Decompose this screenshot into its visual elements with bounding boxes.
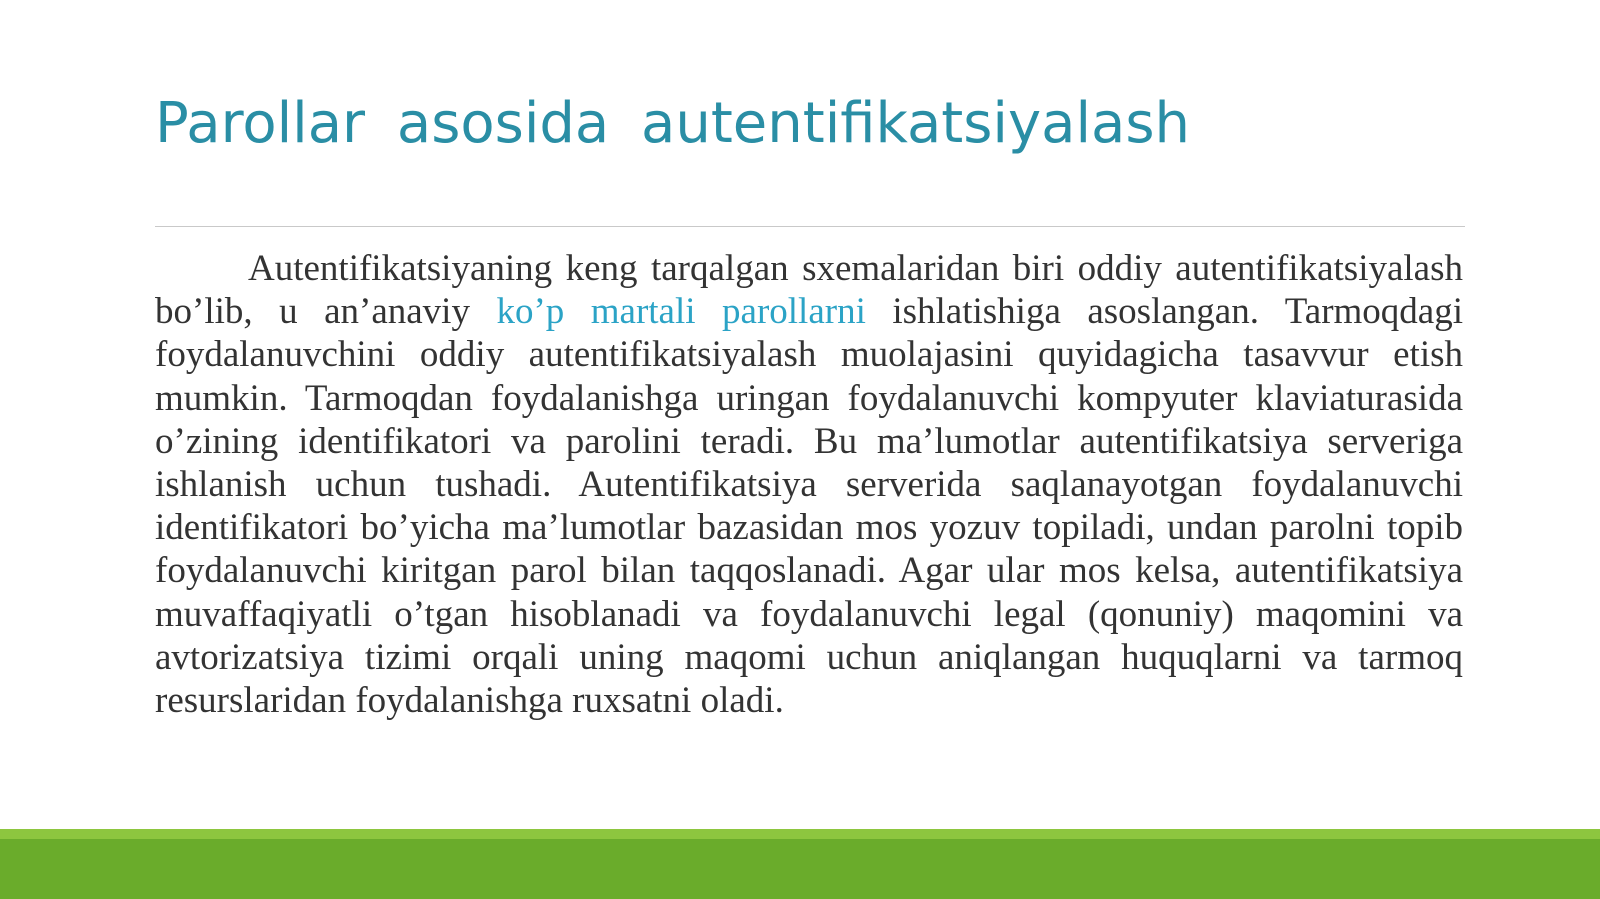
body-text-part-1: Autentifikatsiyaning keng tarqalgan sxemalaridan biri oddiy autentifikatsiyalash bo’lib, u an’anaviy <box>155 248 1463 333</box>
slide-title: Parollar asosida autentifikatsiyalash <box>155 91 1190 156</box>
footer-bar <box>0 839 1600 899</box>
footer-accent-strip <box>0 829 1600 839</box>
title-divider <box>155 226 1465 227</box>
highlighted-term: ko’p martali parollarni <box>496 291 866 333</box>
body-paragraph <box>155 247 1463 722</box>
body-text-part-2: ishlatishiga asoslangan. Tarmoqdagi foydalanuvchini oddiy autentifikatsiyalash muolajasini quyidagicha tasavvur etish mumkin. Tarmoqdan foydalanishga uringan foydalanuvchi kompyuter klaviaturasida o’zining identifikatori va parolini teradi. Bu ma’lumotlar autentifikatsiya serveriga ishlanish uchun tushadi. Autentifikatsiya serverida saqlanayotgan foydalanuvchi identifikatori bo’yicha ma’lumotlar bazasidan mos yozuv topiladi, undan parolni topib foydalanuvchi kiritgan parol bilan taqqoslanadi. Agar ular mos kelsa, autentifikatsiya muvaffaqiyatli o’tgan hisoblanadi va foydalanuvchi legal (qonuniy) maqomini va avtorizatsiya tizimi orqali uning maqomi uchun aniqlangan huquqlarni va tarmoq resurslaridan foydalanishga ruxsatni oladi. <box>155 291 1464 722</box>
